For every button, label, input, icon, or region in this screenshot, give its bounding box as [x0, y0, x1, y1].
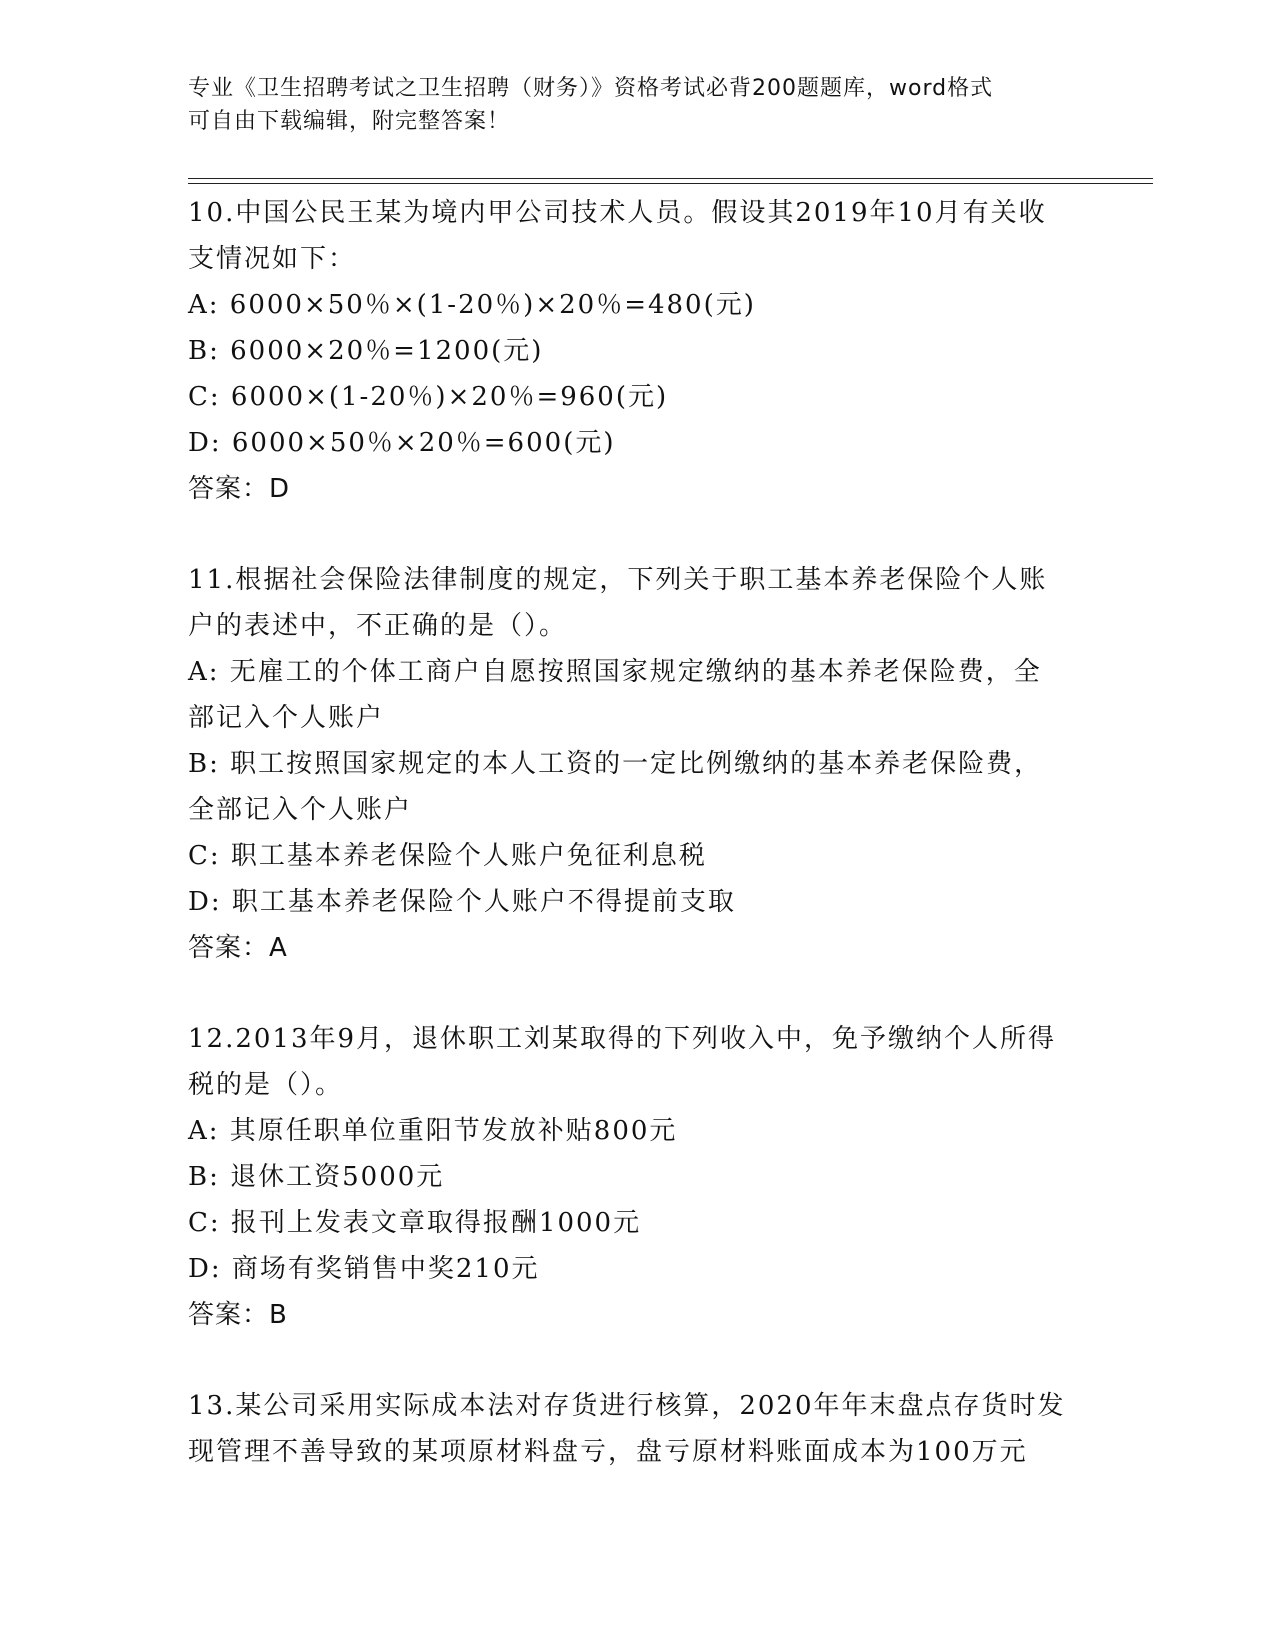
question-stem-line: 12.2013年9月，退休职工刘某取得的下列收入中，免予缴纳个人所得 [188, 1024, 1057, 1054]
question-stem-line: 现管理不善导致的某项原材料盘亏，盘亏原材料账面成本为100万元 [188, 1437, 1028, 1467]
question-stem-line: 税的是（）。 [188, 1070, 344, 1100]
option-line: 全部记入个人账户 [188, 795, 413, 825]
header-line-2: 可自由下载编辑，附完整答案！ [188, 109, 511, 134]
answer-line: 答案：A [188, 933, 288, 963]
option-line: C: 6000×(1-20％)×20％=960(元) [188, 382, 669, 412]
document-header [188, 72, 1068, 138]
question-block [188, 190, 1088, 512]
question-list [188, 190, 1088, 1520]
header-divider-top [188, 178, 1153, 179]
answer-line: 答案：B [188, 1300, 288, 1330]
question-stem-line: 10.中国公民王某为境内甲公司技术人员。假设其2019年10月有关收 [188, 198, 1047, 228]
option-line: D: 6000×50％×20％=600(元) [188, 428, 616, 458]
option-line: A: 其原任职单位重阳节发放补贴800元 [188, 1116, 678, 1146]
option-line: C: 职工基本养老保险个人账户免征利息税 [188, 841, 707, 871]
option-line: B: 退休工资5000元 [188, 1162, 445, 1192]
option-line: A: 无雇工的个体工商户自愿按照国家规定缴纳的基本养老保险费，全 [188, 657, 1042, 687]
question-stem-line: 户的表述中，不正确的是（）。 [188, 611, 568, 641]
question-stem-line: 13.某公司采用实际成本法对存货进行核算，2020年年末盘点存货时发 [188, 1391, 1066, 1421]
question-block [188, 1383, 1088, 1475]
header-line-1: 专业《卫生招聘考试之卫生招聘（财务）》资格考试必背200题题库，word格式 [188, 76, 994, 101]
option-line: D: 商场有奖销售中奖210元 [188, 1254, 540, 1284]
option-line: B: 6000×20％=1200(元) [188, 336, 544, 366]
option-line: A: 6000×50％×(1-20％)×20％=480(元) [188, 290, 756, 320]
option-line: 部记入个人账户 [188, 703, 385, 733]
question-block [188, 557, 1088, 971]
option-line: D: 职工基本养老保险个人账户不得提前支取 [188, 887, 736, 917]
option-line: B: 职工按照国家规定的本人工资的一定比例缴纳的基本养老保险费， [188, 749, 1043, 779]
header-divider-bottom [188, 183, 1153, 184]
question-stem-line: 支情况如下： [188, 244, 357, 274]
answer-line: 答案：D [188, 474, 291, 504]
question-stem-line: 11.根据社会保险法律制度的规定，下列关于职工基本养老保险个人账 [188, 565, 1048, 595]
option-line: C: 报刊上发表文章取得报酬1000元 [188, 1208, 642, 1238]
question-block [188, 1016, 1088, 1338]
